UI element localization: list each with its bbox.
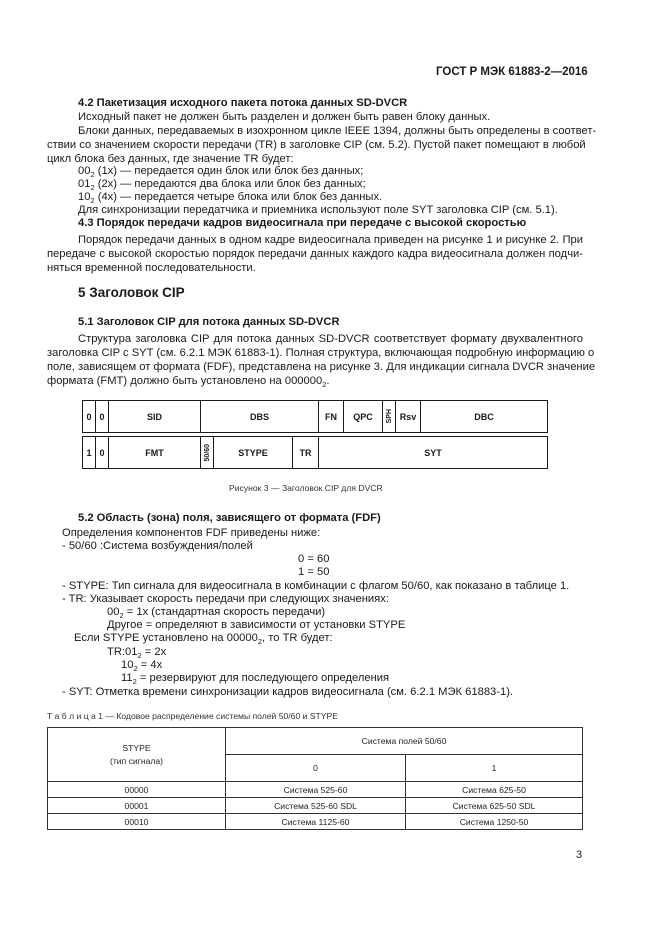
s52-item-50-60: - 50/60 :Система возбуждения/полей — [62, 540, 253, 552]
section-5-1-heading: 5.1 Заголовок CIP для потока данных SD-DVCR — [78, 316, 340, 328]
field-bit-1: 0 — [95, 400, 108, 433]
s43-line-1: Порядок передачи данных в одном кадре видеосигнала приведен на рисунке 1 и рисунке 2. При — [78, 234, 583, 246]
field-sph: SPH — [382, 400, 395, 433]
field-stype: STYPE — [213, 436, 292, 469]
s42-paragraph-2-line-2: ствии со значением скорости передачи (TR) в заголовке CIP (см. 5.2). Пустой пакет помещают в любой — [47, 139, 586, 151]
field-syt: SYT — [318, 436, 548, 469]
field-bit-1-row2: 0 — [95, 436, 108, 469]
s52-value-60: 0 = 60 — [298, 553, 330, 565]
diagram-row-1 — [82, 400, 548, 433]
table-row — [48, 798, 583, 814]
s42-paragraph-1: Исходный пакет не должен быть разделен и должен быть равен блоку данных. — [78, 111, 491, 123]
table-row — [48, 814, 583, 830]
s52-if-stype: Если STYPE установлено на $00000_2$, то TR будет: — [74, 632, 333, 646]
section-5-heading: 5 Заголовок CIP — [78, 285, 185, 300]
table-row — [48, 782, 583, 798]
s52-tr-2x: $TR:01_2 = 2x$ — [107, 646, 167, 660]
field-bit-0-row2: 1 — [82, 436, 95, 469]
field-dbc: DBC — [420, 400, 548, 433]
table-header-system: Система полей 50/60 — [226, 728, 583, 755]
s42-paragraph-2-line-1: Блоки данных, передаваемых в изохронном цикле IEEE 1394, должны быть определены в соответ- — [78, 125, 597, 137]
s51-line-4: формата (FMT) должно быть установлено на $000000_2$. — [47, 375, 330, 389]
s52-item-stype: - STYPE: Тип сигнала для видеосигнала в комбинации с флагом 50/60, как показано в таблице 1. — [62, 580, 570, 592]
s43-line-2: передаче с высокой скоростью порядок передачи данных каждого кадра видеосигнала должен подчи- — [47, 248, 583, 260]
s52-value-50: 1 = 50 — [298, 566, 330, 578]
table-header-0: 0 — [226, 755, 406, 782]
cip-header-diagram — [82, 400, 548, 472]
s52-tr-4x: $10_2 = 4x$ — [121, 659, 163, 673]
document-header: ГОСТ Р МЭК 61883-2—2016 — [436, 66, 588, 78]
field-fn: FN — [318, 400, 343, 433]
table-cell: Система 525-60 — [226, 782, 406, 798]
s51-line-2: заголовка CIP с SYT (см. 6.2.1 МЭК 61883-1). Полная структура, включающая подробную информацию о — [47, 347, 595, 359]
diagram-row-2 — [82, 436, 548, 469]
table-cell: Система 525-60 SDL — [226, 798, 406, 814]
figure-caption: Рисунок 3 — Заголовок CIP для DVCR — [229, 483, 383, 493]
s42-list-item-1: $00_2$ (1x) — передается один блок или блок без данных; — [78, 165, 364, 179]
field-tr: TR — [292, 436, 318, 469]
field-qpc: QPC — [343, 400, 382, 433]
page-number: 3 — [576, 849, 583, 861]
s52-item-syt: - SYT: Отметка времени синхронизации кадров видеосигнала (см. 6.2.1 МЭК 61883-1). — [62, 686, 514, 698]
s52-tr-other: Другое = определяют в зависимости от установки STYPE — [107, 619, 406, 631]
table-caption: Т а б л и ц а 1 — Кодовое распределение системы полей 50/60 и STYPE — [47, 711, 338, 721]
section-5-2-heading: 5.2 Область (зона) поля, зависящего от формата (FDF) — [78, 512, 381, 524]
field-fmt: FMT — [108, 436, 200, 469]
table-cell: 00010 — [48, 814, 226, 830]
table-cell: Система 1250-50 — [406, 814, 583, 830]
field-50-60: 50/60 — [200, 436, 213, 469]
s52-tr-standard: $00_2 = 1x$ (стандартная скорость передачи) — [107, 606, 326, 620]
s51-line-1: Структура заголовка CIP для потока данных SD-DVCR соответствует формату двухвалентного — [78, 333, 583, 345]
field-dbs: DBS — [200, 400, 318, 433]
s51-line-3: поле, зависящем от формата (FDF), представлена на рисунке 3. Для индикации сигнала DVCR значение — [47, 361, 596, 373]
table-header-1: 1 — [406, 755, 583, 782]
section-4-3-heading: 4.3 Порядок передачи кадров видеосигнала при передаче с высокой скоростью — [78, 217, 527, 229]
section-4-2-heading: 4.2 Пакетизация исходного пакета потока данных SD-DVCR — [78, 97, 408, 109]
table-cell: Система 1125-60 — [226, 814, 406, 830]
table-cell: Система 625-50 — [406, 782, 583, 798]
stype-table — [47, 727, 583, 830]
s42-paragraph-2-line-3: цикл блока без данных, где значение TR будет: — [47, 153, 294, 165]
table-cell: 00000 — [48, 782, 226, 798]
field-sid: SID — [108, 400, 200, 433]
s52-tr-reserved: $11_2$ = резервируют для последующего определения — [121, 672, 390, 686]
s42-list-item-3: $10_2$ (4x) — передается четыре блока или блок без данных. — [78, 191, 383, 205]
s42-list-item-2: $01_2$ (2x) — передаются два блока или блок без данных; — [78, 178, 366, 192]
s43-line-3: няться временной последовательности. — [47, 262, 256, 274]
s52-intro: Определения компонентов FDF приведены ниже: — [62, 527, 321, 539]
field-bit-0: 0 — [82, 400, 95, 433]
field-rsv: Rsv — [395, 400, 420, 433]
table-cell: 00001 — [48, 798, 226, 814]
table-header-stype: STYPE (тип сигнала) — [48, 728, 226, 782]
s42-paragraph-3: Для синхронизации передатчика и приемника используют поле SYT заголовка CIP (см. 5.1). — [78, 204, 558, 216]
s52-item-tr: - TR: Указывает скорость передачи при следующих значениях: — [62, 593, 389, 605]
table-cell: Система 625-50 SDL — [406, 798, 583, 814]
